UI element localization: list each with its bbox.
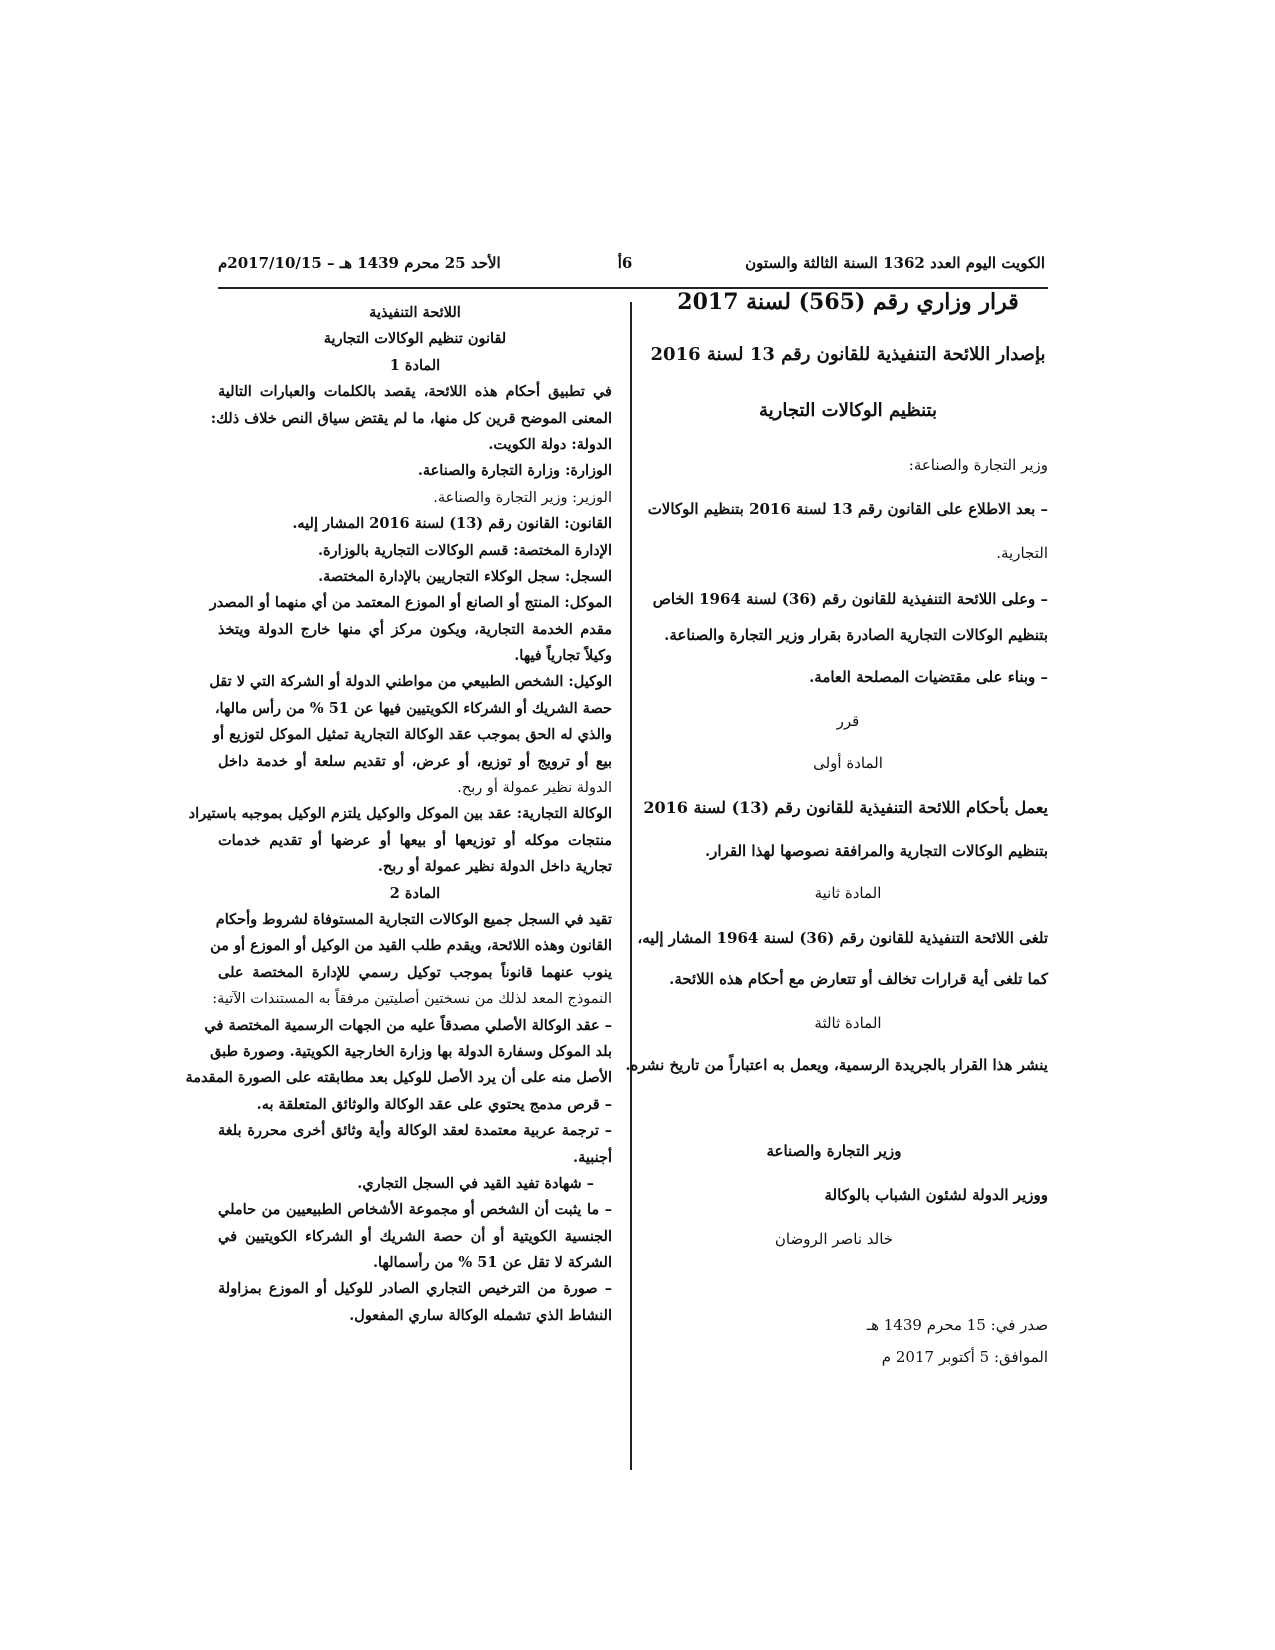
text-line: حصة الشريك أو الشركاء الكويتيين فيها عن 51 % من رأس مالها، (214, 699, 612, 717)
preamble-line: – وبناء على مقتضيات المصلحة العامة. (809, 668, 1048, 686)
article-text: كما تلغى أية قرارات تخالف أو تتعارض مع أحكام هذه اللائحة. (669, 970, 1048, 988)
decree-subtitle: بإصدار اللائحة التنفيذية للقانون رقم 13 لسنة 2016 (650, 344, 1046, 365)
text-line: الوزير: وزير التجارة والصناعة. (433, 489, 612, 506)
preamble-line: – وعلى اللائحة التنفيذية للقانون رقم (36) لسنة 1964 الخاص (652, 590, 1048, 608)
article-text: تلغى اللائحة التنفيذية للقانون رقم (36) لسنة 1964 المشار إليه، (637, 929, 1048, 947)
text-line: الوكيل: الشخص الطبيعي من مواطني الدولة أو الشركة التي لا تقل (209, 673, 612, 691)
preamble-line: التجارية. (996, 544, 1048, 562)
text-line: أجنبية. (573, 1148, 612, 1166)
decided-heading: قرر (836, 712, 860, 730)
article-heading: المادة ثانية (814, 884, 882, 902)
preamble-line: – بعد الاطلاع على القانون رقم 13 لسنة 2016 بتنظيم الوكالات (647, 500, 1048, 518)
regulation-column (185, 300, 612, 1329)
article-text: ينشر هذا القرار بالجريدة الرسمية، ويعمل به اعتباراً من تاريخ نشره. (625, 1056, 1048, 1074)
text-line: تجارية داخل الدولة نظير عمولة أو ربح. (377, 858, 612, 876)
text-line: الشركة لا تقل عن 51 % من رأسمالها. (372, 1254, 612, 1272)
text-line: – قرص مدمج يحتوي على عقد الوكالة والوثائق المتعلقة به. (256, 1095, 612, 1113)
text-line: الإدارة المختصة: قسم الوكالات التجارية بالوزارة. (317, 541, 612, 559)
column-divider (630, 302, 632, 1470)
text-line: الأصل منه على أن يرد الأصل للوكيل بعد مطابقته على الصورة المقدمة (185, 1069, 612, 1087)
decree-subtitle-2: بتنظيم الوكالات التجارية (758, 400, 937, 421)
regulation-subtitle: لقانون تنظيم الوكالات التجارية (323, 330, 507, 348)
text-line: القانون: القانون رقم (13) لسنة 2016 المشار إليه. (292, 515, 612, 533)
text-line: بلد الموكل وسفارة الدولة بها وزارة الخارجية الكويتية. وصورة طبق (210, 1042, 612, 1060)
regulation-title: اللائحة التنفيذية (369, 304, 461, 321)
text-line: الدولة: دولة الكويت. (488, 435, 612, 453)
header-gazette-issue: الكويت اليوم العدد 1362 السنة الثالثة والستون (745, 254, 1045, 272)
article-text: يعمل بأحكام اللائحة التنفيذية للقانون رقم (13) لسنة 2016 (643, 798, 1048, 817)
text-line: ينوب عنهما قانوناً بموجب توكيل رسمي للإدارة المختصة على (218, 963, 612, 981)
text-line: السجل: سجل الوكلاء التجاريين بالإدارة المختصة. (318, 567, 612, 585)
header-page-number: 6أ (617, 254, 633, 272)
gregorian-date: الموافق: 5 أكتوبر 2017 م (881, 1348, 1048, 1366)
text-line: – ترجمة عربية معتمدة لعقد الوكالة وأية وثائق أخرى محررة بلغة (218, 1122, 612, 1140)
text-line: بيع أو ترويج أو توزيع، أو عرض، أو تقديم سلعة أو خدمة داخل (218, 752, 612, 770)
decree-title: قرار وزاري رقم (565) لسنة 2017 (677, 289, 1019, 315)
preamble-line: بتنظيم الوكالات التجارية الصادرة بقرار وزير التجارة والصناعة. (664, 626, 1048, 644)
article-heading: المادة 1 (389, 356, 441, 374)
text-line: في تطبيق أحكام هذه اللائحة، يقصد بالكلمات والعبارات التالية (218, 383, 612, 401)
signature-title-2: ووزير الدولة لشئون الشباب بالوكالة (824, 1186, 1048, 1204)
signatory-name: خالد ناصر الروضان (774, 1230, 894, 1248)
text-line: تقيد في السجل جميع الوكالات التجارية المستوفاة لشروط وأحكام (215, 910, 612, 928)
text-line: وكيلاً تجارياً فيها. (514, 647, 612, 665)
text-line: والذي له الحق بموجب عقد الوكالة التجارية تمثيل الموكل لتوزيع أو (213, 726, 612, 744)
minister-line: وزير التجارة والصناعة: (908, 456, 1048, 474)
article-heading: المادة ثالثة (814, 1014, 882, 1032)
header-date: الأحد 25 محرم 1439 هـ – 2017/10/15م (218, 254, 501, 272)
text-line: – شهادة تفيد القيد في السجل التجاري. (357, 1174, 594, 1192)
article-heading: المادة 2 (389, 884, 441, 902)
text-line: القانون وهذه اللائحة، ويقدم طلب القيد من الوكيل أو الموزع أو من (210, 937, 612, 955)
text-line: المعنى الموضح قرين كل منها، ما لم يقتض سياق النص خلاف ذلك: (210, 409, 612, 427)
text-line: منتجات موكله أو توزيعها أو بيعها أو عرضها أو تقديم خدمات (218, 831, 612, 849)
signature-title: وزير التجارة والصناعة (766, 1142, 902, 1160)
text-line: الوكالة التجارية: عقد بين الموكل والوكيل يلتزم الوكيل بموجبه باستيراد (188, 805, 612, 823)
issue-date: صدر في: 15 محرم 1439 هـ (866, 1316, 1048, 1334)
article-text: بتنظيم الوكالات التجارية والمرافقة نصوصها لهذا القرار. (704, 842, 1048, 860)
text-line: – ما يثبت أن الشخص أو مجموعة الأشخاص الطبيعيين من حاملي (218, 1201, 612, 1219)
text-line: النموذج المعد لذلك من نسختين أصليتين مرفقاً به المستندات الآتية: (212, 991, 612, 1008)
text-line: الموكل: المنتج أو الصانع أو الموزع المعتمد من أي منهما أو المصدر (209, 594, 612, 612)
text-line: – عقد الوكالة الأصلي مصدقاً عليه من الجهات الرسمية المختصة في (204, 1016, 612, 1034)
text-line: الدولة نظير عمولة أو ربح. (457, 780, 612, 797)
text-line: النشاط الذي تشمله الوكالة ساري المفعول. (349, 1306, 612, 1324)
text-line: مقدم الخدمة التجارية، ويكون مركز أي منها خارج الدولة ويتخذ (218, 620, 612, 638)
article-heading: المادة أولى (813, 754, 883, 772)
text-line: – صورة من الترخيص التجاري الصادر للوكيل أو الموزع بمزاولة (218, 1280, 612, 1298)
text-line: الوزارة: وزارة التجارة والصناعة. (417, 462, 612, 480)
text-line: الجنسية الكويتية أو أن حصة الشريك أو الشركاء الكويتيين في (218, 1227, 612, 1245)
